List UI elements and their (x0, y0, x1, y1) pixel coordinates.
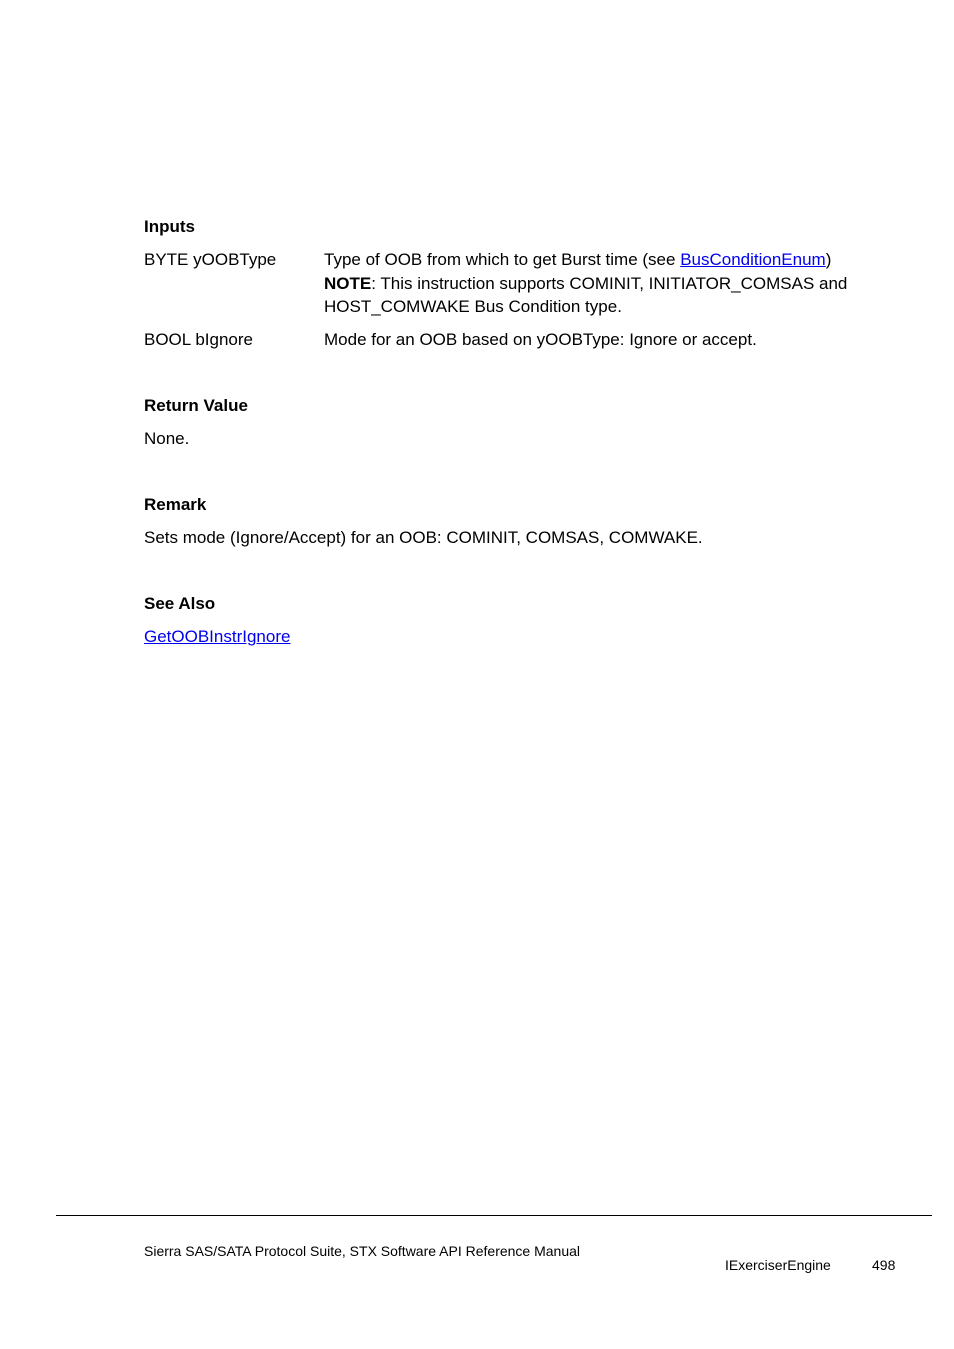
footer-divider (56, 1215, 932, 1216)
inputs-heading: Inputs (144, 217, 195, 236)
param-desc-prefix: Type of OOB from which to get Burst time (see (324, 250, 681, 269)
param-desc-yoobtype (324, 248, 864, 319)
remark-text: Sets mode (Ignore/Accept) for an OOB: COMINIT, COMSAS, COMWAKE. (144, 528, 703, 547)
return-value-text: None. (144, 429, 190, 448)
note-label: NOTE (324, 273, 372, 293)
param-name-bignore: BOOL bIgnore (144, 330, 253, 349)
return-value-heading: Return Value (144, 396, 248, 415)
param-name-yoobtype: BYTE yOOBType (144, 250, 277, 269)
footer-title: Sierra SAS/SATA Protocol Suite, STX Software API Reference Manual (144, 1243, 581, 1259)
get-oob-instr-ignore-link[interactable]: GetOOBInstrIgnore (144, 627, 291, 646)
bus-condition-enum-link[interactable]: BusConditionEnum (680, 250, 826, 269)
see-also-item (144, 625, 290, 649)
param-desc-suffix: ) (825, 250, 832, 269)
footer-page-number: 498 (872, 1257, 896, 1273)
footer-section-name: IExerciserEngine (725, 1257, 831, 1273)
see-also-heading: See Also (144, 594, 216, 613)
param-desc-bignore: Mode for an OOB based on yOOBType: Ignore or accept. (324, 330, 757, 349)
remark-heading: Remark (144, 495, 207, 514)
note-text: : This instruction supports COMINIT, INITIATOR_COMSAS and HOST_COMWAKE Bus Condition type. (324, 273, 848, 316)
